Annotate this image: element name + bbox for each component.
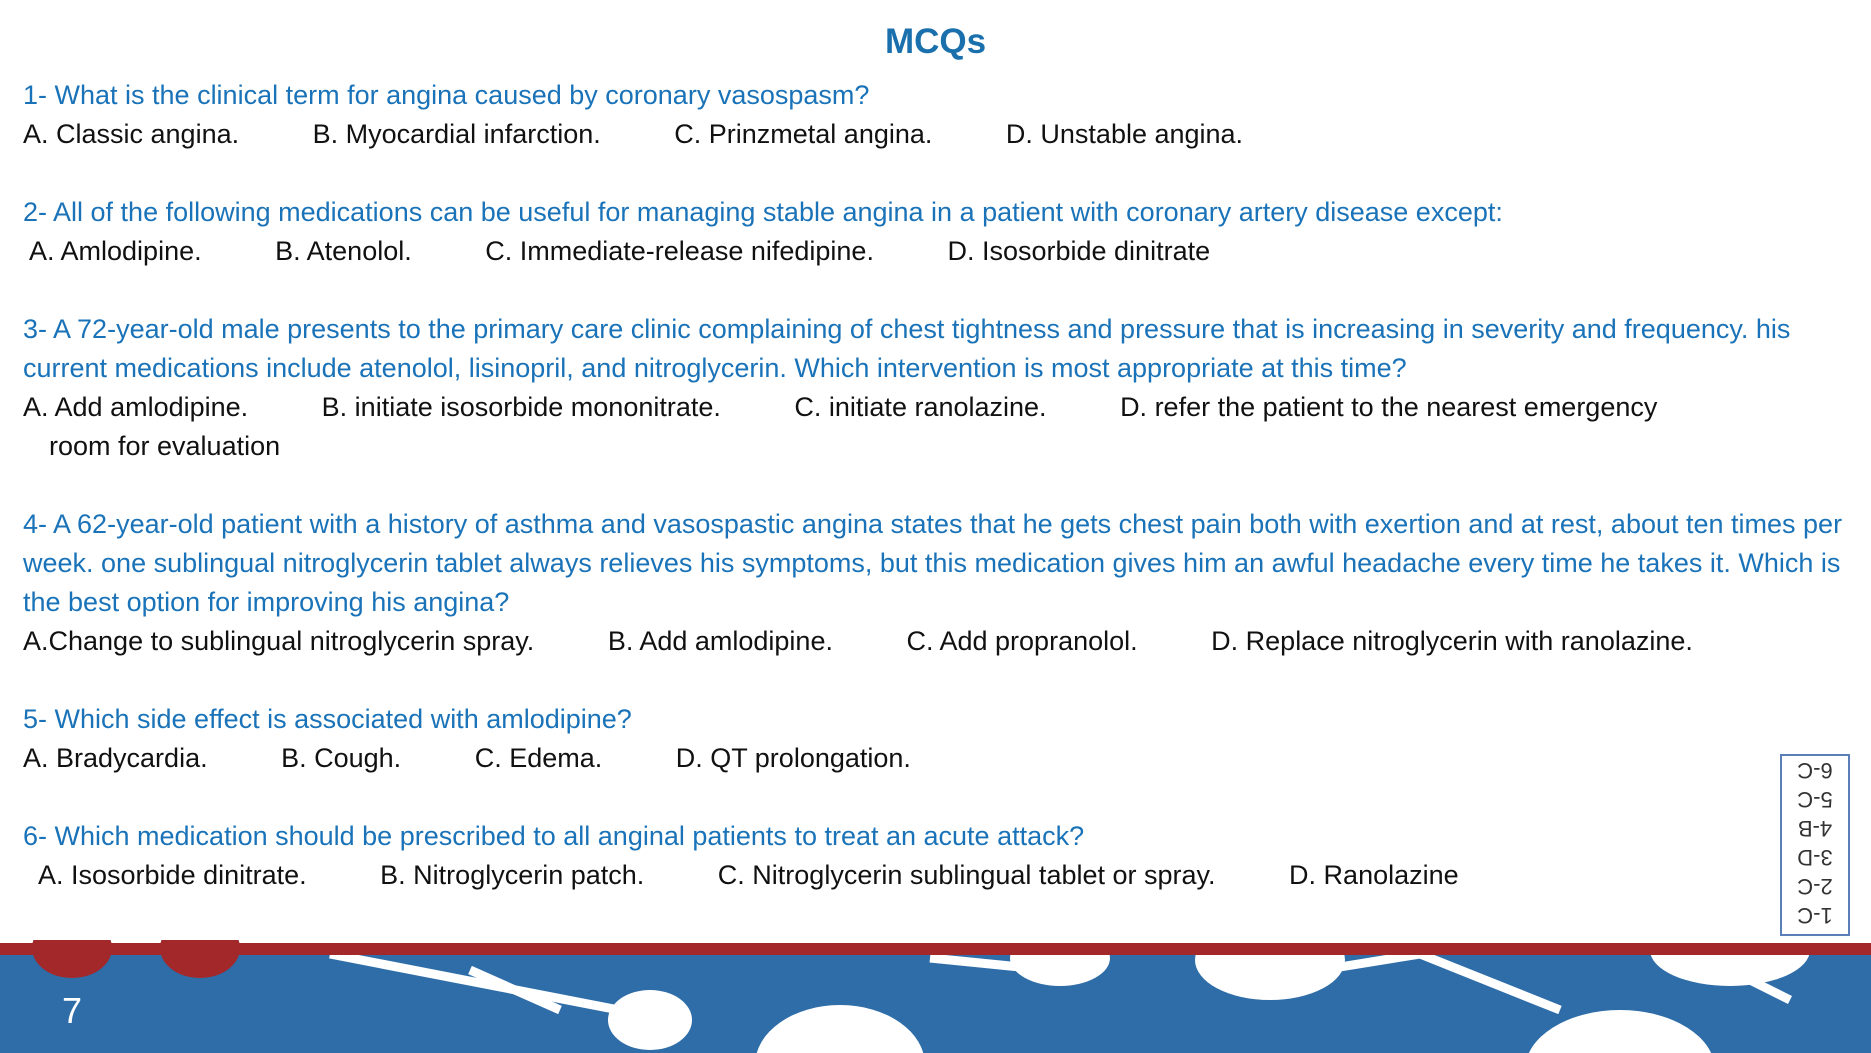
option-a[interactable]: A.Change to sublingual nitroglycerin spray.: [23, 626, 535, 656]
question-text: 4- A 62-year-old patient with a history of asthma and vasospastic angina states that he gets chest pain both with exertion and at rest, about ten times per week. one sublingual nitroglycerin tablet always relieves his symptoms, but this medication gives him an awful headache every time he takes it. Which is the best option for improving his angina?: [23, 509, 1843, 617]
question-block-2: [23, 193, 1853, 271]
answer-1: 1-C: [1797, 903, 1833, 928]
options-row: [23, 115, 1853, 154]
page-number: 7: [62, 990, 83, 1031]
option-a[interactable]: A. Add amlodipine.: [23, 392, 249, 422]
answer-4: 4-B: [1797, 816, 1833, 841]
option-d-continuation: room for evaluation: [49, 431, 281, 461]
option-d[interactable]: D. refer the patient to the nearest emergency: [1120, 392, 1658, 422]
option-c[interactable]: C. Add propranolol.: [906, 626, 1138, 656]
options-row: [23, 388, 1853, 427]
option-b[interactable]: B. Atenolol.: [275, 236, 412, 266]
answer-key-box: [1780, 754, 1850, 936]
answer-3: 3-D: [1797, 845, 1833, 870]
options-row: [23, 232, 1853, 271]
option-d[interactable]: D. QT prolongation.: [675, 743, 911, 773]
footer-decoration: [0, 940, 1871, 1053]
question-text: 6- Which medication should be prescribed to all anginal patients to treat an acute attack?: [23, 821, 1085, 851]
option-c[interactable]: C. Immediate-release nifedipine.: [485, 236, 874, 266]
answer-5: 5-C: [1797, 787, 1833, 812]
option-b[interactable]: B. initiate isosorbide mononitrate.: [321, 392, 721, 422]
option-b[interactable]: B. Myocardial infarction.: [312, 119, 601, 149]
option-c[interactable]: C. Edema.: [474, 743, 603, 773]
option-c[interactable]: C. Nitroglycerin sublingual tablet or spray.: [717, 860, 1216, 890]
options-row: [23, 856, 1853, 895]
option-c[interactable]: C. initiate ranolazine.: [794, 392, 1047, 422]
footer-red-bar: [0, 943, 1871, 955]
option-d[interactable]: D. Unstable angina.: [1005, 119, 1244, 149]
question-text: 1- What is the clinical term for angina caused by coronary vasospasm?: [23, 80, 870, 110]
option-b[interactable]: B. Nitroglycerin patch.: [380, 860, 645, 890]
mcq-list: [23, 76, 1853, 934]
question-block-6: [23, 817, 1853, 895]
options-row: [23, 739, 1853, 778]
question-text: 2- All of the following medications can be useful for managing stable angina in a patient with coronary artery disease except:: [23, 197, 1503, 227]
option-b[interactable]: B. Cough.: [281, 743, 402, 773]
option-a[interactable]: A. Amlodipine.: [29, 236, 202, 266]
option-c[interactable]: C. Prinzmetal angina.: [674, 119, 933, 149]
answer-6: 6-C: [1797, 758, 1833, 783]
option-d[interactable]: D. Isosorbide dinitrate: [947, 236, 1211, 266]
question-block-3: [23, 310, 1853, 466]
question-text: 5- Which side effect is associated with amlodipine?: [23, 704, 632, 734]
option-a[interactable]: A. Classic angina.: [23, 119, 240, 149]
option-d[interactable]: D. Replace nitroglycerin with ranolazine.: [1211, 626, 1693, 656]
option-a[interactable]: A. Isosorbide dinitrate.: [38, 860, 307, 890]
question-block-4: [23, 505, 1853, 661]
question-block-1: [23, 76, 1853, 154]
options-row: [23, 622, 1853, 661]
page-title: MCQs: [884, 22, 987, 61]
answer-key-rotated: [1782, 756, 1848, 934]
question-text: 3- A 72-year-old male presents to the primary care clinic complaining of chest tightness and pressure that is increasing in severity and frequency. his current medications include atenolol, lisinopril, and nitroglycerin. Which intervention is most appropriate at this time?: [23, 314, 1791, 383]
answer-2: 2-C: [1797, 874, 1833, 899]
option-b[interactable]: B. Add amlodipine.: [607, 626, 833, 656]
question-block-5: [23, 700, 1853, 778]
option-a[interactable]: A. Bradycardia.: [23, 743, 208, 773]
option-d[interactable]: D. Ranolazine: [1289, 860, 1459, 890]
